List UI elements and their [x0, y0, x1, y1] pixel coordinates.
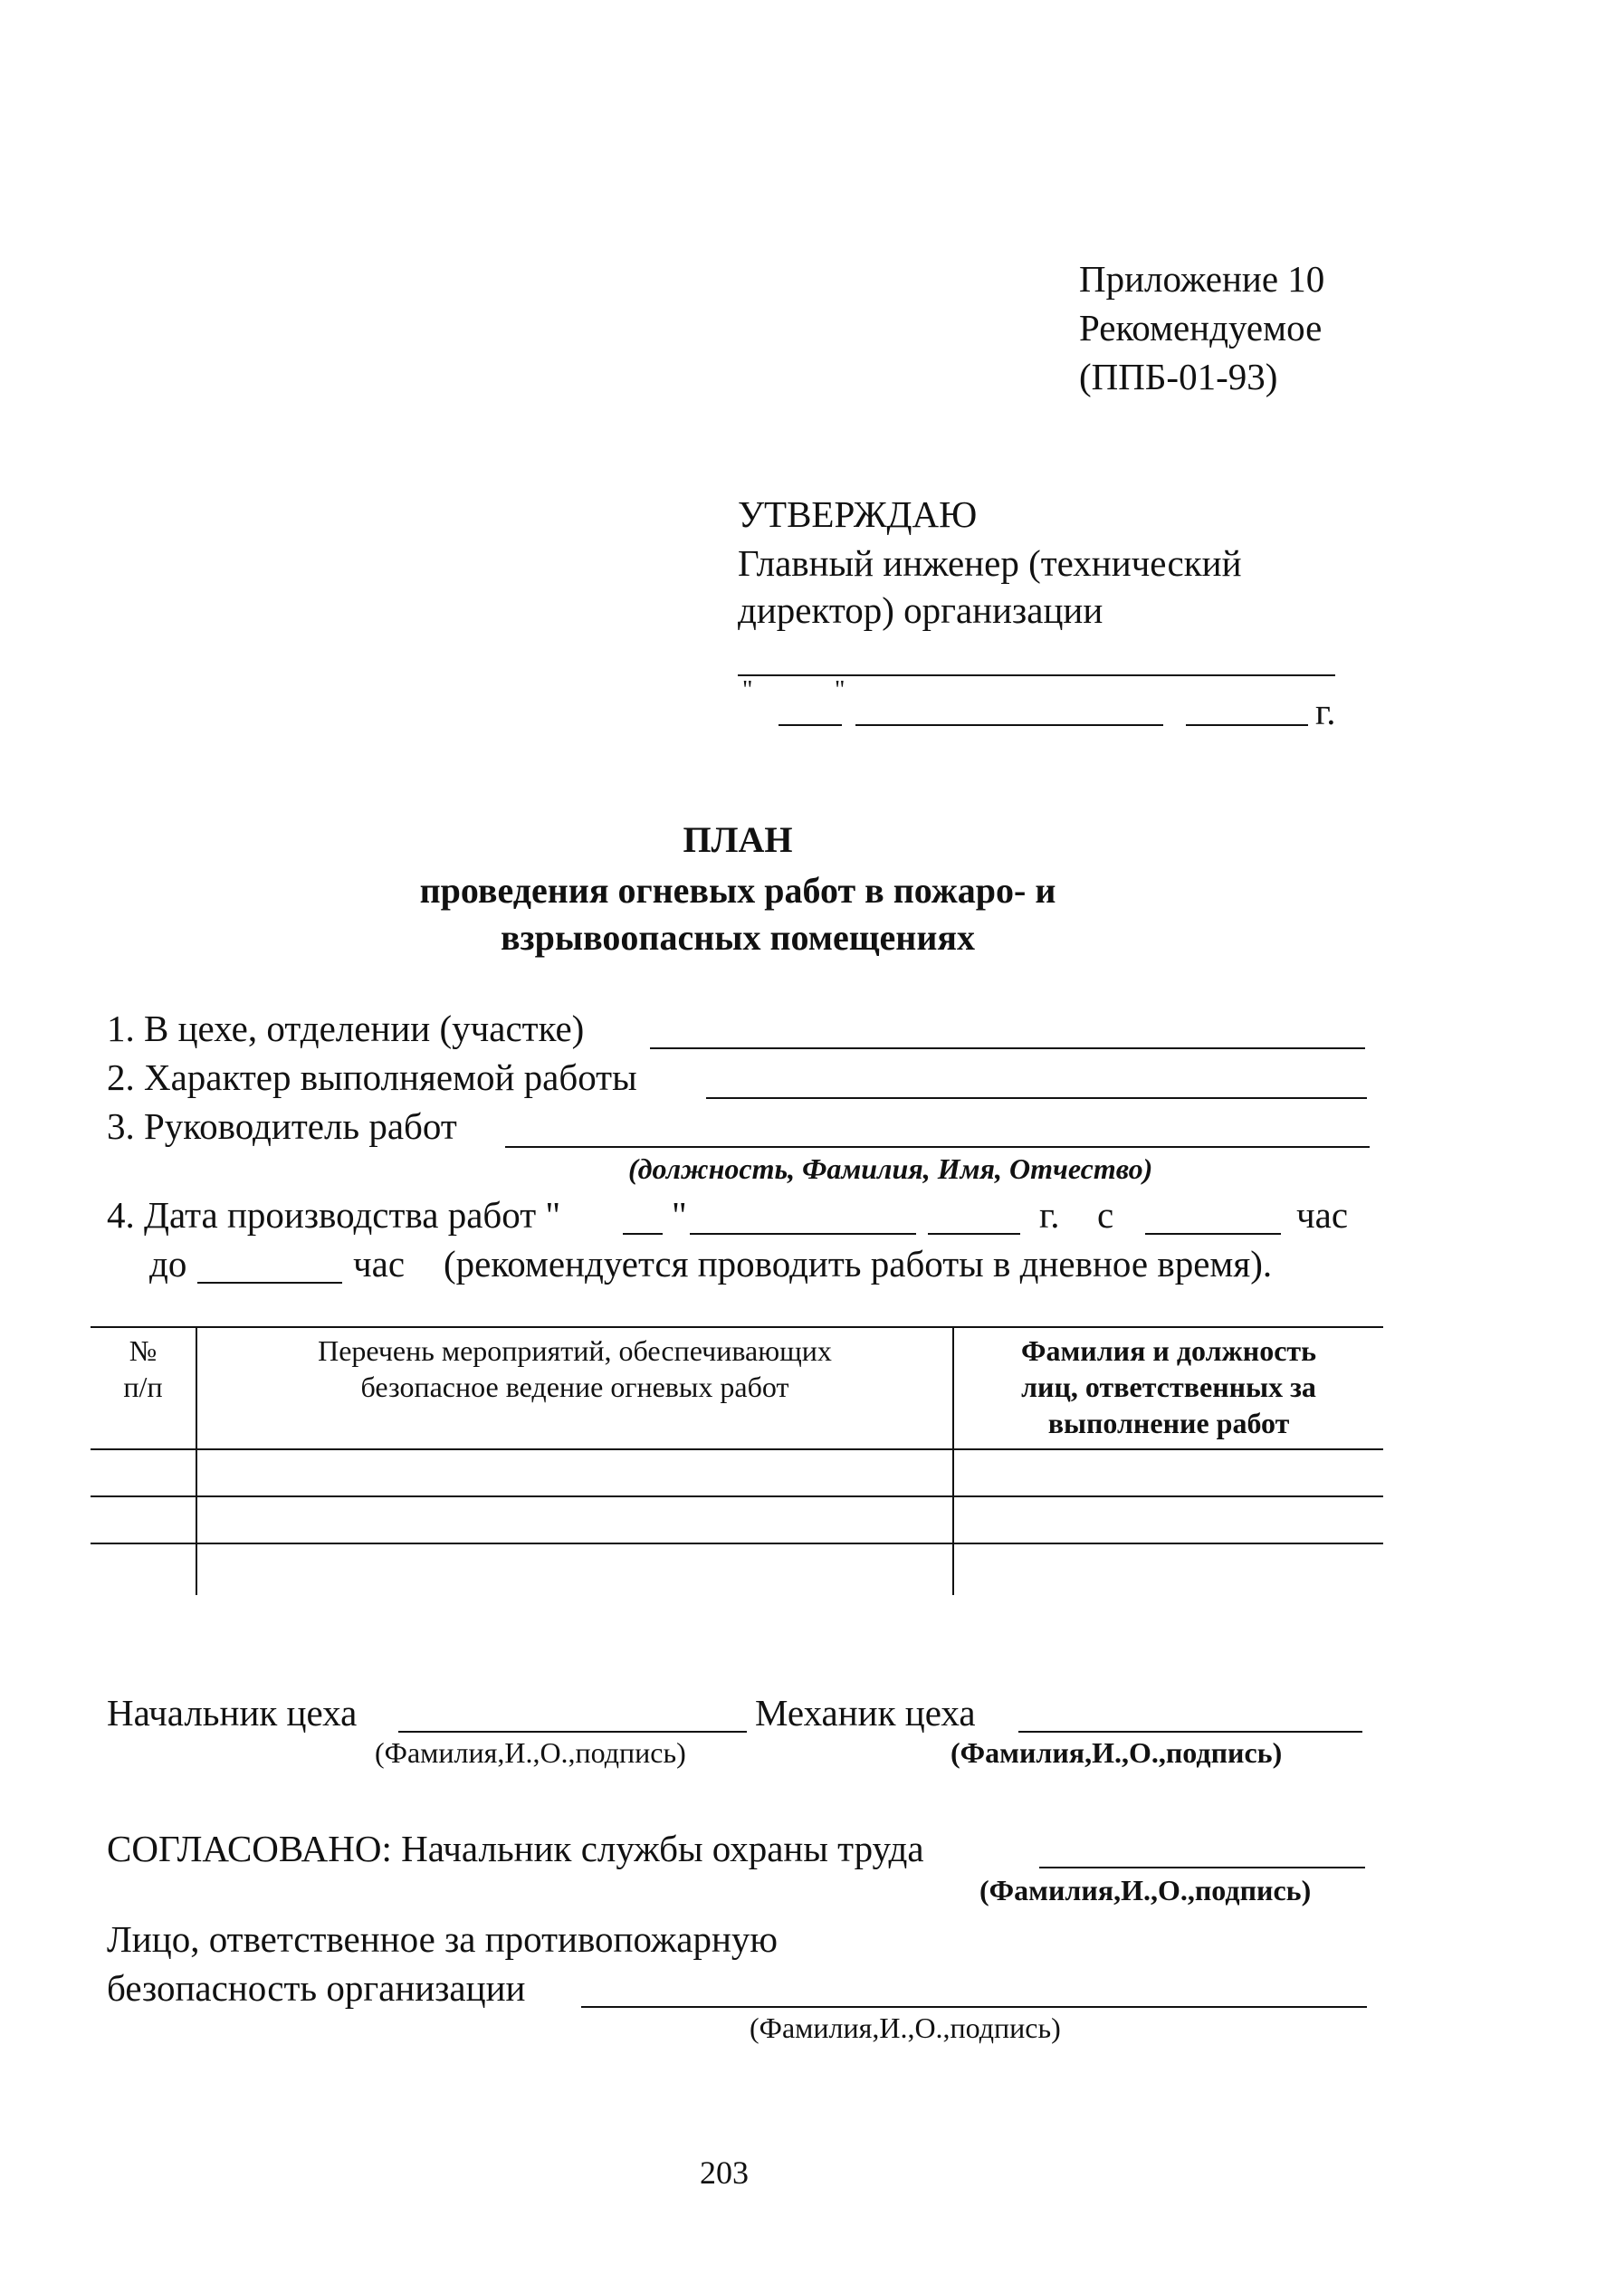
agreed-label: СОГЛАСОВАНО: Начальник службы охраны труда: [107, 1828, 924, 1869]
table-header-responsible-line-1: Фамилия и должность: [1020, 1334, 1317, 1367]
table-header-measures-line-1: Перечень мероприятий, обеспечивающих: [318, 1334, 832, 1367]
document-title: ПЛАН: [683, 819, 793, 860]
item-workshop-label: 1. В цехе, отделении (участке): [107, 1008, 585, 1049]
item-date-month-field: [690, 1233, 916, 1235]
chief-signature-field: [398, 1731, 747, 1733]
item-date-day-field: [623, 1233, 663, 1235]
appendix-number: Приложение 10: [1079, 258, 1325, 300]
item-date-from: с: [1097, 1194, 1114, 1236]
approval-line-1: Главный инженер (технический: [738, 542, 1242, 584]
item-supervisor-field: [505, 1146, 1370, 1148]
table-header-responsible: [954, 1333, 1383, 1441]
appendix-status: Рекомендуемое: [1079, 307, 1323, 349]
approval-month-line: [855, 724, 1163, 726]
item-date-from-field: [1145, 1233, 1281, 1235]
table-header-number-line-1: №: [129, 1334, 158, 1367]
item-supervisor-hint: (должность, Фамилия, Имя, Отчество): [628, 1152, 1153, 1185]
item-date-hour: час: [1296, 1194, 1349, 1236]
appendix-reference: (ППБ-01-93): [1079, 356, 1278, 397]
document-subtitle-line-2: взрывоопасных помещениях: [500, 917, 976, 958]
table-header-number: [91, 1333, 196, 1405]
table-row-divider-2: [91, 1543, 1383, 1544]
fire-safety-label-line-1: Лицо, ответственное за противопожарную: [107, 1918, 779, 1960]
agreed-hint: (Фамилия,И.,О.,подпись): [979, 1874, 1312, 1906]
table-header-responsible-line-2: лиц, ответственных за: [1021, 1371, 1316, 1403]
item-date-year-field: [928, 1233, 1020, 1235]
item-date-note: (рекомендуется проводить работы в дневное время).: [444, 1243, 1273, 1285]
item-date-to-field: [197, 1282, 342, 1284]
table-top-border: [91, 1326, 1383, 1328]
fire-safety-hint: (Фамилия,И.,О.,подпись): [750, 2011, 1061, 2044]
document-subtitle-line-1: проведения огневых работ в пожаро- и: [419, 870, 1056, 911]
table-header-bottom-border: [91, 1448, 1383, 1450]
page-number: 203: [700, 2155, 749, 2191]
fire-safety-label-line-2: безопасность организации: [107, 1967, 526, 2009]
approval-year-suffix: г.: [1315, 691, 1336, 732]
table-header-measures-line-2: безопасное ведение огневых работ: [360, 1371, 789, 1403]
item-date-year-suffix: г.: [1039, 1194, 1060, 1236]
approval-heading: УТВЕРЖДАЮ: [738, 493, 978, 535]
approval-year-line: [1186, 724, 1308, 726]
chief-label: Начальник цеха: [107, 1692, 358, 1734]
agreed-signature-field: [1039, 1867, 1365, 1868]
table-header-measures: [197, 1333, 952, 1405]
date-quote-open: ": [742, 676, 753, 704]
item-date-hour-2: час: [353, 1243, 406, 1285]
item-date-quote: ": [672, 1194, 687, 1236]
table-header-number-line-2: п/п: [123, 1371, 163, 1403]
fire-safety-signature-field: [581, 2006, 1367, 2008]
item-supervisor-label: 3. Руководитель работ: [107, 1105, 457, 1147]
item-date-label: 4. Дата производства работ ": [107, 1194, 561, 1236]
item-workshop-field: [650, 1047, 1365, 1049]
date-quote-close: ": [835, 676, 845, 704]
item-work-type-field: [706, 1097, 1367, 1099]
mechanic-signature-field: [1018, 1731, 1362, 1733]
mechanic-label: Механик цеха: [755, 1692, 976, 1734]
mechanic-hint: (Фамилия,И.,О.,подпись): [951, 1736, 1283, 1769]
table-header-responsible-line-3: выполнение работ: [1047, 1407, 1290, 1439]
table-row-divider-1: [91, 1495, 1383, 1497]
approval-day-line: [779, 724, 842, 726]
approval-signature-line: [738, 674, 1335, 676]
item-work-type-label: 2. Характер выполняемой работы: [107, 1056, 637, 1098]
approval-line-2: директор) организации: [738, 589, 1103, 631]
chief-hint: (Фамилия,И.,О.,подпись): [375, 1736, 686, 1769]
item-date-to: до: [149, 1243, 187, 1285]
